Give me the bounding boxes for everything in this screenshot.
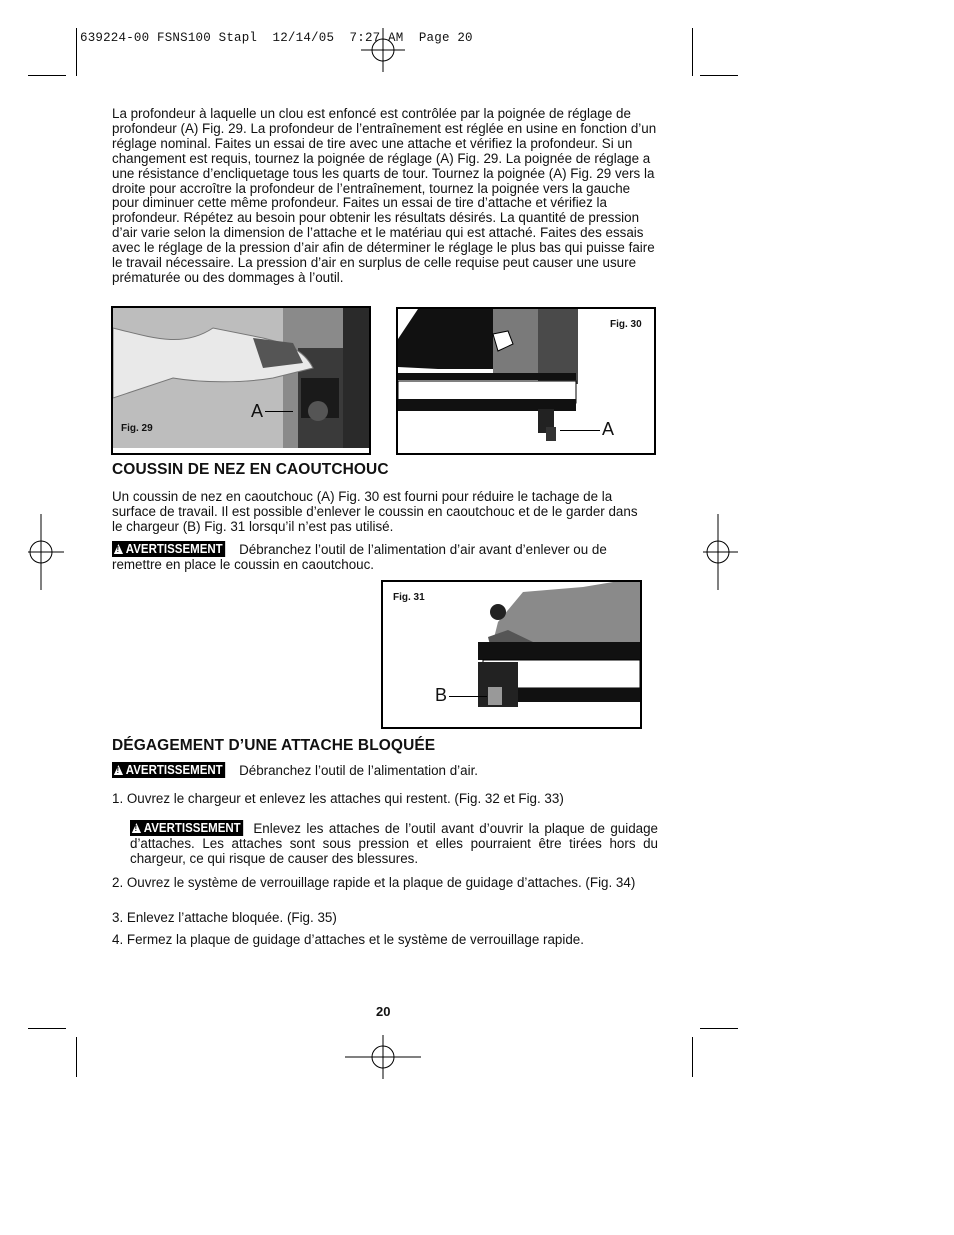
intro-paragraph: La profondeur à laquelle un clou est enfoncé est contrôlée par la poignée de réglage de profondeur (A) Fig. 29. La profondeur de l’entraînement est réglée en usine en fonction d’un réglage nominal. Faites un essai de tire avec une attache et vérifiez la profondeur. Si un changement est requis, tournez la poignée de réglage (A) Fig. 29. La poignée de réglage a une résistance d’encliquetage tous les quarts de tour. Tournez la poignée (A) Fig. 29 vers la droite pour accroître la profondeur de l’entraînement, tournez la poignée vers la gauche pour diminuer cette même profondeur. Faites un essai de tire d’attache et vérifiez la profondeur. Répétez au besoin pour obtenir les résultats désirés. La quantité de pression d’air varie selon la dimension de l’attache et le matériau qui est attaché. Faites des essais avec le réglage de la pression d’air afin de déterminer le réglage le plus bas qui puisse faire le travail nécessaire. La pression d’air en surplus de celle requise peut causer une usure prématurée ou des dommages à l’outil. bbox=[112, 106, 657, 285]
fig29-callout-line bbox=[265, 411, 293, 412]
figure-31 bbox=[381, 580, 642, 729]
fig30-callout-line bbox=[560, 430, 600, 431]
fig31-callout-line bbox=[449, 696, 487, 697]
figure-29 bbox=[111, 306, 371, 455]
warning-badge: !AVERTISSEMENT bbox=[130, 820, 243, 836]
warning-badge: !AVERTISSEMENT bbox=[112, 762, 225, 778]
step1-warning-text: Enlevez les attaches de l’outil avant d’ouvrir la plaque de guidage d’attaches. Les attaches sont sous pression et elles pourraient être tirées hors du chargeur, ce qui risque de causer des blessures. bbox=[130, 821, 658, 866]
fig31-label: Fig. 31 bbox=[393, 592, 425, 603]
step1-warning bbox=[130, 820, 658, 867]
figure-30 bbox=[396, 307, 656, 455]
fig31-illustration bbox=[383, 582, 640, 727]
warning-icon bbox=[132, 823, 141, 833]
section1-warning-text: Débranchez l’outil de l’alimentation d’air avant d’enlever ou de remettre en place le coussin en caoutchouc. bbox=[112, 542, 607, 572]
list-item: 4. Fermez la plaque de guidage d’attaches et le système de verrouillage rapide. bbox=[112, 932, 584, 947]
list-item: 2. Ouvrez le système de verrouillage rapide et la plaque de guidage d’attaches. (Fig. 34) bbox=[112, 875, 636, 890]
fig30-label: Fig. 30 bbox=[610, 319, 642, 330]
warning-badge: !AVERTISSEMENT bbox=[112, 541, 225, 557]
fig29-label: Fig. 29 bbox=[121, 423, 153, 434]
page-number: 20 bbox=[376, 1004, 391, 1019]
warning-icon bbox=[114, 765, 123, 775]
fig31-callout-b: B bbox=[435, 685, 448, 705]
section2-warning bbox=[112, 762, 652, 779]
fig30-callout-a: A bbox=[602, 419, 615, 439]
fig29-callout-a: A bbox=[251, 401, 264, 421]
print-slug-line: 639224-00 FSNS100 Stapl 12/14/05 7:27 AM Page 20 bbox=[80, 31, 473, 45]
warning-icon bbox=[114, 544, 123, 554]
section-heading-coussin: COUSSIN DE NEZ EN CAOUTCHOUC bbox=[112, 461, 389, 478]
section1-body: Un coussin de nez en caoutchouc (A) Fig. 30 est fourni pour réduire le tachage de la surface de travail. Il est possible d’enlever le coussin en caoutchouc et de le garder dans le chargeur (B) Fig. 31 lorsqu’il n’est pas utilisé. bbox=[112, 489, 638, 534]
list-item: 1. Ouvrez le chargeur et enlevez les attaches qui restent. (Fig. 32 et Fig. 33) bbox=[112, 791, 564, 806]
section1-warning bbox=[112, 541, 642, 573]
section2-warning-text: Débranchez l’outil de l’alimentation d’air. bbox=[239, 763, 479, 778]
fig30-illustration bbox=[398, 309, 654, 453]
list-item: 3. Enlevez l’attache bloquée. (Fig. 35) bbox=[112, 910, 337, 925]
section-heading-degagement: DÉGAGEMENT D’UNE ATTACHE BLOQUÉE bbox=[112, 737, 436, 754]
